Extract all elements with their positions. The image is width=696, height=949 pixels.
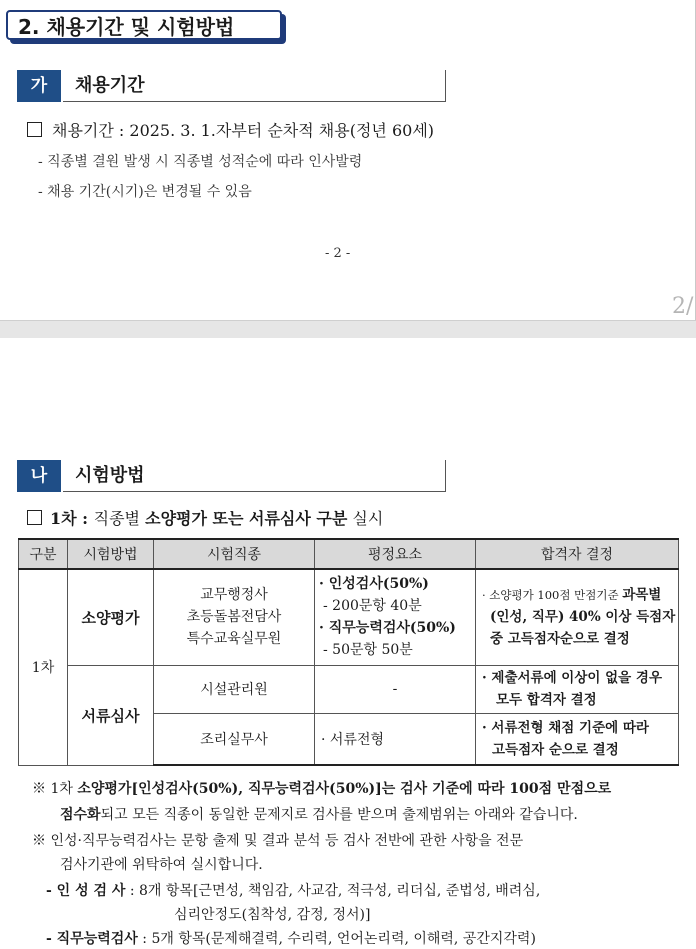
detail-personality: [46, 880, 540, 900]
detail-text: : 8개 항목[근면성, 책임감, 사교감, 적극성, 리더십, 준법성, 배려심,: [125, 883, 541, 899]
checkbox-icon: [27, 510, 42, 525]
subsection-badge-b: 나: [17, 460, 61, 492]
subsection-label-b: 시험방법: [63, 460, 446, 492]
header-job: 시험직종: [154, 539, 315, 569]
line-bold: 소양평가 또는 서류심사 구분: [145, 509, 348, 528]
table-row: [19, 569, 679, 665]
factors-cell: [315, 569, 476, 665]
decision-text: (인성, 직무) 40% 이상 득점자: [490, 609, 676, 626]
factor-item: · 인성검사(50%): [319, 576, 429, 593]
note-text: 되고 모든 직종이 동일한 문제지로 검사를 받으며 출제범위는 아래와 같습니다.: [100, 807, 578, 823]
page-2: [0, 338, 696, 949]
method-cell: 소양평가: [68, 569, 154, 665]
detail-competency: [46, 928, 536, 948]
header-category: 구분: [19, 539, 68, 569]
note-1-line-1: [32, 778, 611, 798]
factors-cell: · 서류전형: [315, 713, 476, 765]
note-1-line-2: [60, 804, 578, 824]
note-2-line-2: 검사기관에 위탁하여 실시합니다.: [60, 857, 263, 873]
factor-item: - 50문항 50분: [323, 642, 413, 659]
subsection-badge-a: 가: [17, 70, 61, 102]
round-cell: 1차: [19, 569, 68, 765]
exam-method-table: [18, 538, 679, 766]
detail-text: : 5개 항목(문제해결력, 수리력, 언어논리력, 이해력, 공간지각력): [137, 931, 536, 947]
detail-label: - 직무능력검사: [46, 931, 138, 947]
note-mark: ※: [32, 833, 46, 849]
page-corner-mark: 2/: [672, 294, 694, 319]
decision-text: · 서류전형 채점 기준에 따라: [482, 719, 649, 736]
factor-item: · 직무능력검사(50%): [319, 620, 456, 637]
detail-personality-line-2: 심리안정도(침착성, 감정, 정서)]: [174, 907, 371, 923]
decision-text: · 소양평가 100점 만점기준: [482, 588, 623, 603]
table-row: [19, 665, 679, 713]
note-text: 1차: [46, 781, 78, 797]
bullet-2: - 채용 기간(시기)은 변경될 수 있음: [38, 184, 252, 200]
factors-cell: -: [315, 665, 476, 713]
section-title: 2. 채용기간 및 시험방법: [6, 10, 282, 40]
job-cell: [154, 569, 315, 665]
round-prefix: 1차 :: [50, 509, 94, 528]
first-round-line: [50, 506, 383, 529]
decision-text: 고득점자 순으로 결정: [492, 741, 619, 758]
page-number: - 2 -: [325, 246, 351, 261]
decision-cell: [476, 665, 679, 713]
header-factors: 평정요소: [315, 539, 476, 569]
note-text: 인성·직무능력검사는 문항 출제 및 결과 분석 등 검사 전반에 관한 사항을 전문: [46, 833, 524, 849]
note-text-bold: 소양평가[인성검사(50%), 직무능력검사(50%)]는 검사 기준에 따라 100점 만점으로: [77, 781, 612, 797]
job-item: 교무행정사: [200, 587, 268, 604]
note-mark: ※: [32, 781, 46, 797]
job-item: 초등돌봄전담사: [186, 609, 282, 626]
subsection-label-a: 채용기간: [63, 70, 446, 102]
decision-text: 모두 합격자 결정: [496, 692, 597, 708]
decision-text-bold: 과목별: [622, 587, 662, 604]
line-end: 실시: [347, 509, 384, 528]
factor-item: - 200문항 40분: [323, 598, 422, 615]
decision-cell: [476, 713, 679, 765]
header-decision: 합격자 결정: [476, 539, 679, 569]
method-cell: 서류심사: [68, 665, 154, 765]
page-gap: [0, 320, 696, 340]
job-item: 특수교육실무원: [186, 631, 282, 648]
period-line: 채용기간 : 2025. 3. 1.자부터 순차적 채용(정년 60세): [52, 121, 435, 140]
job-cell: 조리실무사: [154, 713, 315, 765]
decision-text: · 제출서류에 이상이 없을 경우: [482, 670, 662, 686]
detail-label: - 인 성 검 사: [46, 883, 126, 899]
line-mid: 직종별: [93, 509, 146, 528]
bullet-1: - 직종별 결원 발생 시 직종별 성적순에 따라 인사발령: [38, 154, 363, 170]
table-header-row: [19, 539, 679, 569]
decision-text: 중 고득점자순으로 결정: [490, 631, 630, 648]
decision-cell: [476, 569, 679, 665]
header-method: 시험방법: [68, 539, 154, 569]
job-cell: 시설관리원: [154, 665, 315, 713]
page-1: [0, 0, 696, 320]
note-2-line-1: [32, 830, 523, 850]
checkbox-icon: [27, 122, 42, 137]
note-text-bold: 점수화: [60, 807, 101, 823]
